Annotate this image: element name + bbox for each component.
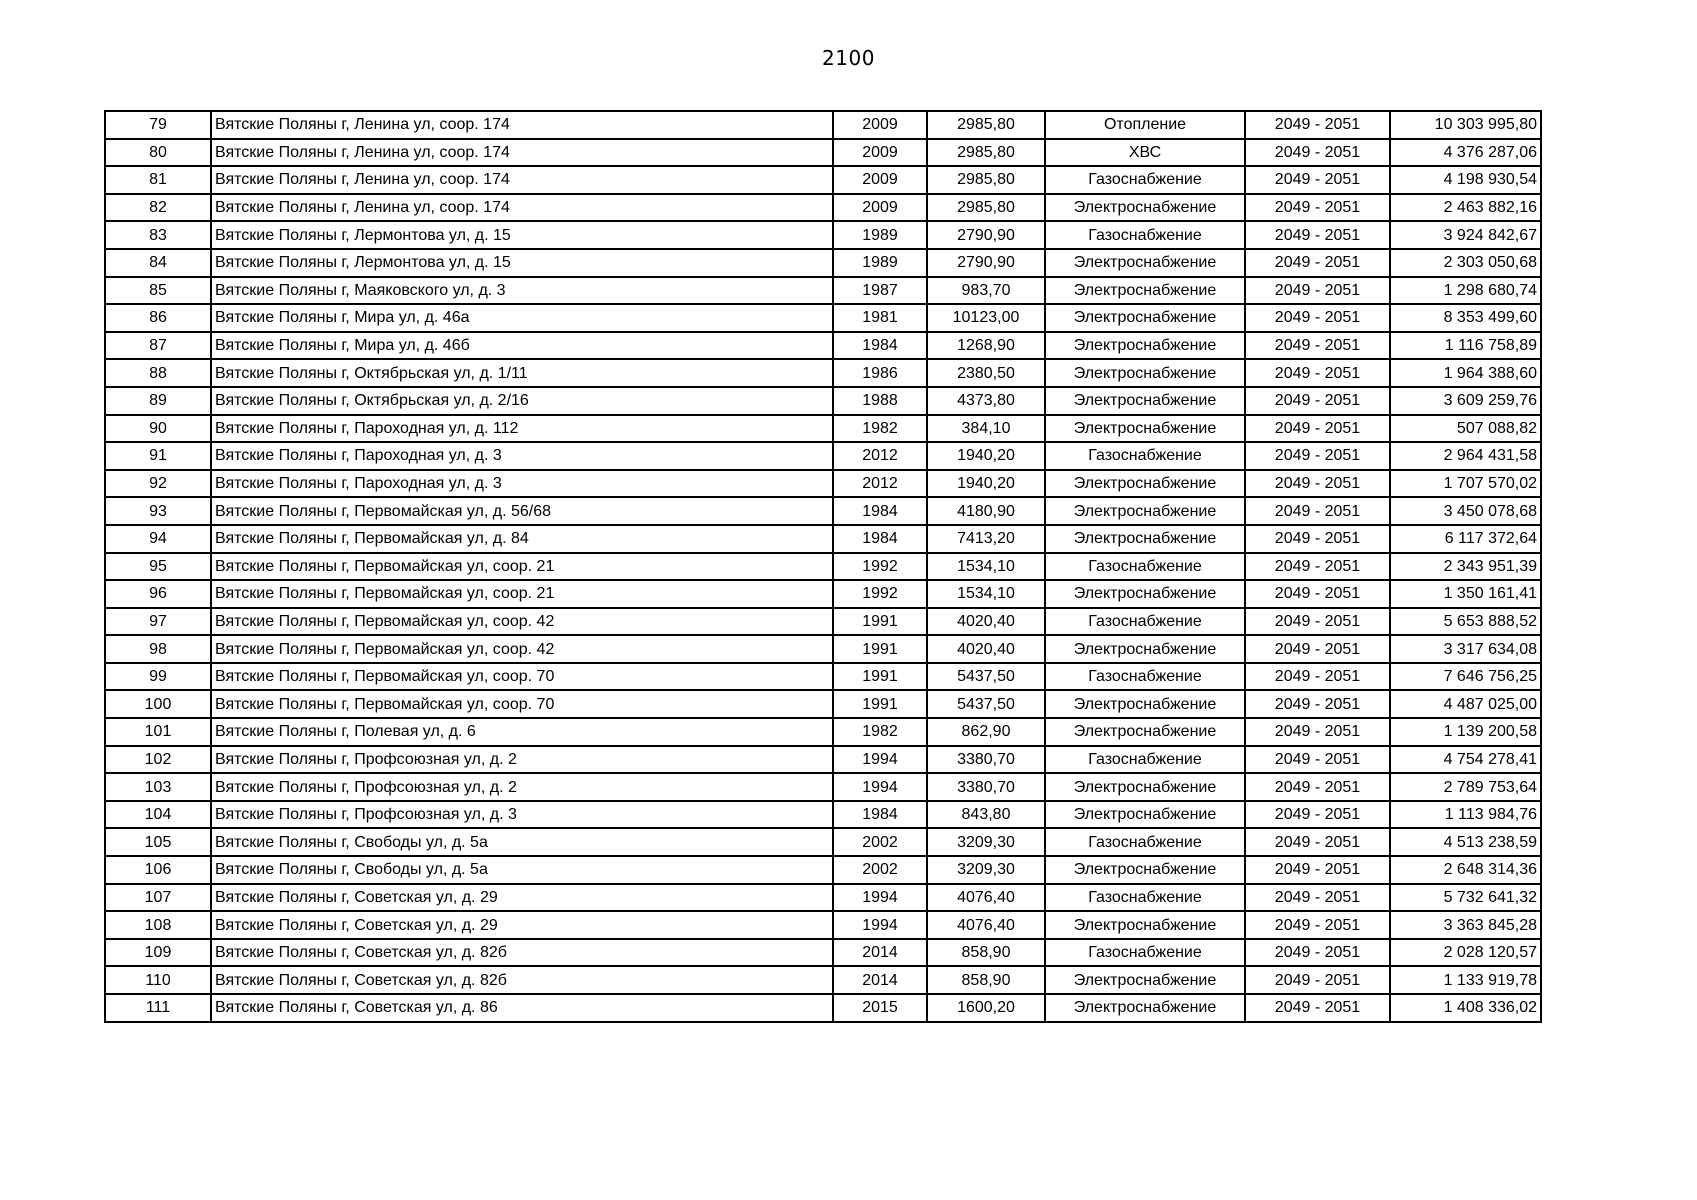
table-row <box>105 166 1541 194</box>
table-row <box>105 525 1541 553</box>
year-cell: 2009 <box>833 166 927 194</box>
table-row <box>105 249 1541 277</box>
period-cell: 2049 - 2051 <box>1245 994 1390 1022</box>
area-cell: 858,90 <box>927 966 1045 994</box>
year-cell: 1989 <box>833 221 927 249</box>
year-cell: 2009 <box>833 111 927 139</box>
address-cell: Вятские Поляны г, Советская ул, д. 29 <box>211 884 833 912</box>
address-cell: Вятские Поляны г, Профсоюзная ул, д. 3 <box>211 801 833 829</box>
address-cell: Вятские Поляны г, Первомайская ул, соор. 21 <box>211 580 833 608</box>
address-cell: Вятские Поляны г, Профсоюзная ул, д. 2 <box>211 746 833 774</box>
work-type-cell: Электроснабжение <box>1045 194 1245 222</box>
cost-cell: 3 450 078,68 <box>1390 497 1541 525</box>
period-cell: 2049 - 2051 <box>1245 359 1390 387</box>
table-row <box>105 553 1541 581</box>
area-cell: 7413,20 <box>927 525 1045 553</box>
period-cell: 2049 - 2051 <box>1245 856 1390 884</box>
table-row <box>105 111 1541 139</box>
area-cell: 2380,50 <box>927 359 1045 387</box>
work-type-cell: Электроснабжение <box>1045 856 1245 884</box>
area-cell: 1940,20 <box>927 470 1045 498</box>
cost-cell: 3 317 634,08 <box>1390 635 1541 663</box>
period-cell: 2049 - 2051 <box>1245 939 1390 967</box>
table-row <box>105 497 1541 525</box>
year-cell: 1989 <box>833 249 927 277</box>
table-row <box>105 580 1541 608</box>
row-number-cell: 80 <box>105 139 211 167</box>
year-cell: 1986 <box>833 359 927 387</box>
work-type-cell: Электроснабжение <box>1045 801 1245 829</box>
period-cell: 2049 - 2051 <box>1245 828 1390 856</box>
address-cell: Вятские Поляны г, Советская ул, д. 29 <box>211 911 833 939</box>
area-cell: 3380,70 <box>927 746 1045 774</box>
period-cell: 2049 - 2051 <box>1245 525 1390 553</box>
period-cell: 2049 - 2051 <box>1245 249 1390 277</box>
row-number-cell: 104 <box>105 801 211 829</box>
cost-cell: 4 376 287,06 <box>1390 139 1541 167</box>
period-cell: 2049 - 2051 <box>1245 470 1390 498</box>
row-number-cell: 90 <box>105 415 211 443</box>
work-type-cell: Электроснабжение <box>1045 525 1245 553</box>
area-cell: 5437,50 <box>927 663 1045 691</box>
period-cell: 2049 - 2051 <box>1245 966 1390 994</box>
table-row <box>105 884 1541 912</box>
period-cell: 2049 - 2051 <box>1245 332 1390 360</box>
year-cell: 2012 <box>833 442 927 470</box>
cost-cell: 1 350 161,41 <box>1390 580 1541 608</box>
area-cell: 2985,80 <box>927 166 1045 194</box>
work-type-cell: ХВС <box>1045 139 1245 167</box>
period-cell: 2049 - 2051 <box>1245 635 1390 663</box>
table-row <box>105 746 1541 774</box>
cost-cell: 2 303 050,68 <box>1390 249 1541 277</box>
work-type-cell: Газоснабжение <box>1045 608 1245 636</box>
cost-cell: 2 789 753,64 <box>1390 773 1541 801</box>
year-cell: 1984 <box>833 497 927 525</box>
address-cell: Вятские Поляны г, Первомайская ул, д. 84 <box>211 525 833 553</box>
work-type-cell: Газоснабжение <box>1045 884 1245 912</box>
cost-cell: 2 343 951,39 <box>1390 553 1541 581</box>
row-number-cell: 110 <box>105 966 211 994</box>
work-type-cell: Электроснабжение <box>1045 277 1245 305</box>
table-row <box>105 194 1541 222</box>
cost-cell: 3 363 845,28 <box>1390 911 1541 939</box>
work-type-cell: Электроснабжение <box>1045 635 1245 663</box>
period-cell: 2049 - 2051 <box>1245 746 1390 774</box>
cost-cell: 2 964 431,58 <box>1390 442 1541 470</box>
area-cell: 4020,40 <box>927 635 1045 663</box>
year-cell: 1984 <box>833 525 927 553</box>
address-cell: Вятские Поляны г, Полевая ул, д. 6 <box>211 718 833 746</box>
cost-cell: 3 924 842,67 <box>1390 221 1541 249</box>
year-cell: 1992 <box>833 580 927 608</box>
year-cell: 1994 <box>833 884 927 912</box>
year-cell: 1994 <box>833 773 927 801</box>
year-cell: 1984 <box>833 332 927 360</box>
address-cell: Вятские Поляны г, Пароходная ул, д. 3 <box>211 442 833 470</box>
work-type-cell: Газоснабжение <box>1045 221 1245 249</box>
row-number-cell: 83 <box>105 221 211 249</box>
row-number-cell: 87 <box>105 332 211 360</box>
address-cell: Вятские Поляны г, Пароходная ул, д. 112 <box>211 415 833 443</box>
year-cell: 2012 <box>833 470 927 498</box>
year-cell: 1994 <box>833 911 927 939</box>
table-row <box>105 966 1541 994</box>
table-row <box>105 359 1541 387</box>
year-cell: 2014 <box>833 939 927 967</box>
cost-cell: 1 408 336,02 <box>1390 994 1541 1022</box>
row-number-cell: 102 <box>105 746 211 774</box>
table-row <box>105 828 1541 856</box>
period-cell: 2049 - 2051 <box>1245 663 1390 691</box>
cost-cell: 1 116 758,89 <box>1390 332 1541 360</box>
page-number: 2100 <box>822 46 875 70</box>
work-type-cell: Электроснабжение <box>1045 580 1245 608</box>
period-cell: 2049 - 2051 <box>1245 801 1390 829</box>
table-row <box>105 470 1541 498</box>
table-row <box>105 801 1541 829</box>
period-cell: 2049 - 2051 <box>1245 139 1390 167</box>
work-type-cell: Электроснабжение <box>1045 994 1245 1022</box>
area-cell: 862,90 <box>927 718 1045 746</box>
cost-cell: 4 754 278,41 <box>1390 746 1541 774</box>
area-cell: 2790,90 <box>927 221 1045 249</box>
year-cell: 2009 <box>833 139 927 167</box>
address-cell: Вятские Поляны г, Пароходная ул, д. 3 <box>211 470 833 498</box>
period-cell: 2049 - 2051 <box>1245 166 1390 194</box>
area-cell: 4076,40 <box>927 884 1045 912</box>
area-cell: 384,10 <box>927 415 1045 443</box>
period-cell: 2049 - 2051 <box>1245 608 1390 636</box>
row-number-cell: 100 <box>105 690 211 718</box>
area-cell: 2985,80 <box>927 111 1045 139</box>
period-cell: 2049 - 2051 <box>1245 580 1390 608</box>
row-number-cell: 105 <box>105 828 211 856</box>
row-number-cell: 94 <box>105 525 211 553</box>
period-cell: 2049 - 2051 <box>1245 277 1390 305</box>
address-cell: Вятские Поляны г, Профсоюзная ул, д. 2 <box>211 773 833 801</box>
table-row <box>105 415 1541 443</box>
area-cell: 5437,50 <box>927 690 1045 718</box>
row-number-cell: 101 <box>105 718 211 746</box>
period-cell: 2049 - 2051 <box>1245 111 1390 139</box>
year-cell: 1987 <box>833 277 927 305</box>
address-cell: Вятские Поляны г, Октябрьская ул, д. 1/11 <box>211 359 833 387</box>
area-cell: 1600,20 <box>927 994 1045 1022</box>
table-row <box>105 856 1541 884</box>
address-cell: Вятские Поляны г, Маяковского ул, д. 3 <box>211 277 833 305</box>
work-type-cell: Электроснабжение <box>1045 415 1245 443</box>
work-type-cell: Электроснабжение <box>1045 718 1245 746</box>
year-cell: 1991 <box>833 690 927 718</box>
work-type-cell: Электроснабжение <box>1045 359 1245 387</box>
table-row <box>105 718 1541 746</box>
address-cell: Вятские Поляны г, Советская ул, д. 82б <box>211 966 833 994</box>
cost-cell: 2 648 314,36 <box>1390 856 1541 884</box>
row-number-cell: 106 <box>105 856 211 884</box>
cost-cell: 2 463 882,16 <box>1390 194 1541 222</box>
area-cell: 1940,20 <box>927 442 1045 470</box>
area-cell: 1534,10 <box>927 580 1045 608</box>
work-type-cell: Отопление <box>1045 111 1245 139</box>
area-cell: 4076,40 <box>927 911 1045 939</box>
work-type-cell: Газоснабжение <box>1045 663 1245 691</box>
area-cell: 10123,00 <box>927 304 1045 332</box>
row-number-cell: 111 <box>105 994 211 1022</box>
area-cell: 1268,90 <box>927 332 1045 360</box>
address-cell: Вятские Поляны г, Мира ул, д. 46а <box>211 304 833 332</box>
address-cell: Вятские Поляны г, Свободы ул, д. 5а <box>211 828 833 856</box>
row-number-cell: 99 <box>105 663 211 691</box>
work-type-cell: Газоснабжение <box>1045 828 1245 856</box>
address-cell: Вятские Поляны г, Советская ул, д. 86 <box>211 994 833 1022</box>
cost-cell: 4 198 930,54 <box>1390 166 1541 194</box>
cost-cell: 5 653 888,52 <box>1390 608 1541 636</box>
address-cell: Вятские Поляны г, Лермонтова ул, д. 15 <box>211 221 833 249</box>
period-cell: 2049 - 2051 <box>1245 194 1390 222</box>
row-number-cell: 81 <box>105 166 211 194</box>
table-row <box>105 773 1541 801</box>
table-row <box>105 139 1541 167</box>
cost-cell: 507 088,82 <box>1390 415 1541 443</box>
row-number-cell: 92 <box>105 470 211 498</box>
table-row <box>105 277 1541 305</box>
cost-cell: 4 513 238,59 <box>1390 828 1541 856</box>
work-type-cell: Электроснабжение <box>1045 690 1245 718</box>
period-cell: 2049 - 2051 <box>1245 718 1390 746</box>
work-type-cell: Газоснабжение <box>1045 939 1245 967</box>
work-type-cell: Электроснабжение <box>1045 304 1245 332</box>
year-cell: 1994 <box>833 746 927 774</box>
address-cell: Вятские Поляны г, Первомайская ул, соор. 42 <box>211 635 833 663</box>
period-cell: 2049 - 2051 <box>1245 304 1390 332</box>
period-cell: 2049 - 2051 <box>1245 773 1390 801</box>
table-row <box>105 663 1541 691</box>
area-cell: 4373,80 <box>927 387 1045 415</box>
cost-cell: 10 303 995,80 <box>1390 111 1541 139</box>
year-cell: 2002 <box>833 828 927 856</box>
table-row <box>105 939 1541 967</box>
work-type-cell: Газоснабжение <box>1045 166 1245 194</box>
cost-cell: 1 707 570,02 <box>1390 470 1541 498</box>
cost-cell: 5 732 641,32 <box>1390 884 1541 912</box>
address-cell: Вятские Поляны г, Мира ул, д. 46б <box>211 332 833 360</box>
area-cell: 3380,70 <box>927 773 1045 801</box>
period-cell: 2049 - 2051 <box>1245 690 1390 718</box>
year-cell: 1982 <box>833 718 927 746</box>
year-cell: 1991 <box>833 635 927 663</box>
period-cell: 2049 - 2051 <box>1245 911 1390 939</box>
work-type-cell: Электроснабжение <box>1045 332 1245 360</box>
area-cell: 2985,80 <box>927 194 1045 222</box>
table-row <box>105 994 1541 1022</box>
address-cell: Вятские Поляны г, Ленина ул, соор. 174 <box>211 111 833 139</box>
table-row <box>105 608 1541 636</box>
work-type-cell: Газоснабжение <box>1045 553 1245 581</box>
row-number-cell: 89 <box>105 387 211 415</box>
address-cell: Вятские Поляны г, Октябрьская ул, д. 2/16 <box>211 387 833 415</box>
row-number-cell: 107 <box>105 884 211 912</box>
year-cell: 1984 <box>833 801 927 829</box>
work-type-cell: Электроснабжение <box>1045 387 1245 415</box>
period-cell: 2049 - 2051 <box>1245 415 1390 443</box>
cost-cell: 7 646 756,25 <box>1390 663 1541 691</box>
table-row <box>105 387 1541 415</box>
table-body <box>105 111 1541 1022</box>
work-type-cell: Электроснабжение <box>1045 911 1245 939</box>
table-row <box>105 221 1541 249</box>
row-number-cell: 84 <box>105 249 211 277</box>
work-type-cell: Электроснабжение <box>1045 249 1245 277</box>
area-cell: 1534,10 <box>927 553 1045 581</box>
area-cell: 4180,90 <box>927 497 1045 525</box>
year-cell: 1981 <box>833 304 927 332</box>
row-number-cell: 85 <box>105 277 211 305</box>
work-type-cell: Газоснабжение <box>1045 442 1245 470</box>
row-number-cell: 82 <box>105 194 211 222</box>
address-cell: Вятские Поляны г, Первомайская ул, соор. 70 <box>211 663 833 691</box>
work-type-cell: Электроснабжение <box>1045 497 1245 525</box>
row-number-cell: 93 <box>105 497 211 525</box>
address-cell: Вятские Поляны г, Первомайская ул, соор. 42 <box>211 608 833 636</box>
address-cell: Вятские Поляны г, Первомайская ул, соор. 21 <box>211 553 833 581</box>
table-row <box>105 635 1541 663</box>
year-cell: 1991 <box>833 663 927 691</box>
work-type-cell: Электроснабжение <box>1045 773 1245 801</box>
row-number-cell: 86 <box>105 304 211 332</box>
cost-cell: 1 964 388,60 <box>1390 359 1541 387</box>
table-row <box>105 304 1541 332</box>
address-cell: Вятские Поляны г, Советская ул, д. 82б <box>211 939 833 967</box>
period-cell: 2049 - 2051 <box>1245 221 1390 249</box>
period-cell: 2049 - 2051 <box>1245 884 1390 912</box>
area-cell: 843,80 <box>927 801 1045 829</box>
address-cell: Вятские Поляны г, Ленина ул, соор. 174 <box>211 166 833 194</box>
registry-table <box>104 110 1542 1023</box>
area-cell: 3209,30 <box>927 856 1045 884</box>
address-cell: Вятские Поляны г, Свободы ул, д. 5а <box>211 856 833 884</box>
cost-cell: 1 133 919,78 <box>1390 966 1541 994</box>
cost-cell: 1 113 984,76 <box>1390 801 1541 829</box>
period-cell: 2049 - 2051 <box>1245 387 1390 415</box>
year-cell: 1991 <box>833 608 927 636</box>
area-cell: 4020,40 <box>927 608 1045 636</box>
cost-cell: 6 117 372,64 <box>1390 525 1541 553</box>
cost-cell: 1 298 680,74 <box>1390 277 1541 305</box>
address-cell: Вятские Поляны г, Первомайская ул, д. 56/68 <box>211 497 833 525</box>
cost-cell: 2 028 120,57 <box>1390 939 1541 967</box>
year-cell: 1982 <box>833 415 927 443</box>
row-number-cell: 91 <box>105 442 211 470</box>
row-number-cell: 79 <box>105 111 211 139</box>
period-cell: 2049 - 2051 <box>1245 497 1390 525</box>
area-cell: 983,70 <box>927 277 1045 305</box>
year-cell: 1988 <box>833 387 927 415</box>
address-cell: Вятские Поляны г, Ленина ул, соор. 174 <box>211 139 833 167</box>
row-number-cell: 109 <box>105 939 211 967</box>
cost-cell: 4 487 025,00 <box>1390 690 1541 718</box>
row-number-cell: 103 <box>105 773 211 801</box>
work-type-cell: Электроснабжение <box>1045 966 1245 994</box>
address-cell: Вятские Поляны г, Ленина ул, соор. 174 <box>211 194 833 222</box>
table-row <box>105 442 1541 470</box>
row-number-cell: 98 <box>105 635 211 663</box>
cost-cell: 8 353 499,60 <box>1390 304 1541 332</box>
cost-cell: 1 139 200,58 <box>1390 718 1541 746</box>
table-row <box>105 332 1541 360</box>
area-cell: 2790,90 <box>927 249 1045 277</box>
period-cell: 2049 - 2051 <box>1245 442 1390 470</box>
year-cell: 2009 <box>833 194 927 222</box>
row-number-cell: 88 <box>105 359 211 387</box>
cost-cell: 3 609 259,76 <box>1390 387 1541 415</box>
year-cell: 2002 <box>833 856 927 884</box>
row-number-cell: 96 <box>105 580 211 608</box>
address-cell: Вятские Поляны г, Лермонтова ул, д. 15 <box>211 249 833 277</box>
area-cell: 858,90 <box>927 939 1045 967</box>
row-number-cell: 95 <box>105 553 211 581</box>
table-row <box>105 690 1541 718</box>
work-type-cell: Газоснабжение <box>1045 746 1245 774</box>
address-cell: Вятские Поляны г, Первомайская ул, соор. 70 <box>211 690 833 718</box>
year-cell: 2015 <box>833 994 927 1022</box>
area-cell: 3209,30 <box>927 828 1045 856</box>
period-cell: 2049 - 2051 <box>1245 553 1390 581</box>
year-cell: 1992 <box>833 553 927 581</box>
row-number-cell: 97 <box>105 608 211 636</box>
table-row <box>105 911 1541 939</box>
area-cell: 2985,80 <box>927 139 1045 167</box>
year-cell: 2014 <box>833 966 927 994</box>
row-number-cell: 108 <box>105 911 211 939</box>
work-type-cell: Электроснабжение <box>1045 470 1245 498</box>
